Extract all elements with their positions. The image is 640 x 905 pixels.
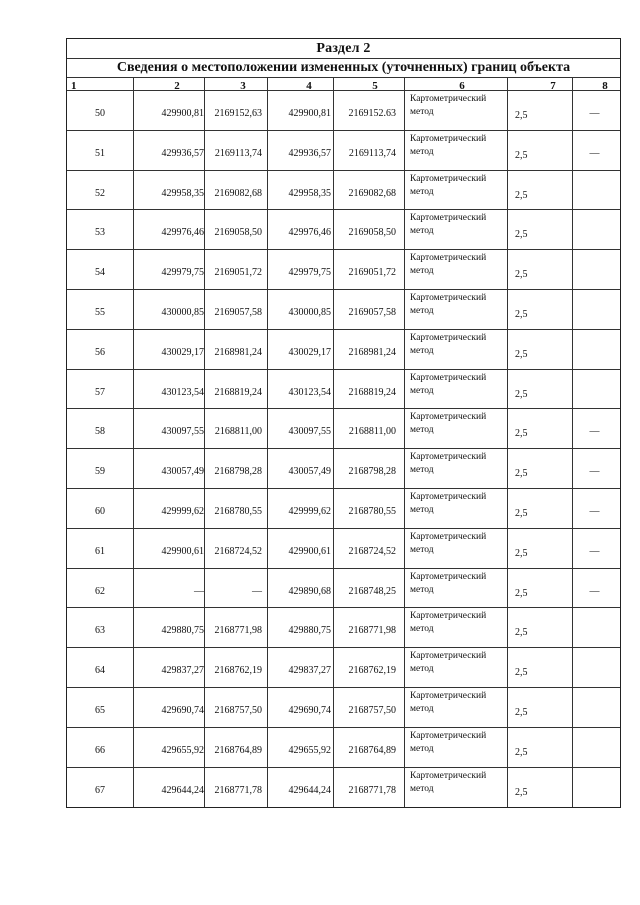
method-cell [410,491,505,517]
table-row [67,647,620,687]
row-divider [67,369,620,370]
method-line-1: Картометрический [410,730,487,741]
method-line-1: Картометрический [410,611,487,622]
precision-cell: 2,5 [515,110,528,121]
y-old-cell: 2169082,68 [214,187,262,199]
y-new-cell: 2168764,89 [348,744,396,756]
x-old-cell: 430000,85 [161,307,204,318]
y-new-cell: 2169152.63 [348,108,396,119]
column-number-5: 5 [372,80,378,92]
method-cell [410,133,505,159]
y-old-cell: 2168981,24 [214,346,262,358]
x-old-cell: 429880,75 [161,625,204,637]
note-cell: — [589,466,600,478]
method-cell [410,212,505,238]
point-number-cell: 61 [95,545,105,557]
method-line-1: Картометрический [410,770,487,781]
method-line-1: Картометрический [410,691,487,701]
column-number-1: 1 [71,80,77,92]
method-line-2: метод [410,704,434,714]
method-line-1: Картометрический [410,173,487,184]
precision-cell: 2,5 [515,667,528,679]
y-old-cell: 2168780,55 [214,506,262,517]
precision-cell: 2,5 [515,189,528,201]
y-new-cell: 2169051,72 [348,267,396,279]
point-number-cell: 63 [95,625,105,637]
table-row [67,607,620,647]
precision-cell: 2,5 [515,746,528,758]
point-number-cell: 60 [95,506,105,517]
row-divider [67,170,620,171]
method-line-2: метод [410,266,434,277]
method-cell [410,531,505,557]
precision-cell: 2,5 [515,229,528,241]
x-old-cell: 429999,62 [161,506,204,517]
method-cell [410,690,505,716]
point-number-cell: 65 [95,705,105,716]
x-new-cell: 430057,49 [288,466,331,478]
column-number-8: 8 [602,80,608,92]
method-line-1: Картометрический [410,332,487,343]
document-table [66,38,621,808]
x-old-cell: 429958,35 [161,187,204,199]
x-new-cell: 429655,92 [288,744,331,756]
x-old-cell: 430097,55 [161,426,204,438]
title-divider [67,58,620,59]
x-new-cell: 429979,75 [288,267,331,279]
table-row [67,727,620,767]
point-number-cell: 57 [95,386,105,398]
method-line-1: Картометрический [410,452,487,463]
method-line-2: метод [410,186,434,197]
x-old-cell: 429644,24 [161,784,204,796]
table-row [67,448,620,488]
point-number-cell: 54 [95,267,105,279]
method-line-2: метод [410,226,434,237]
method-line-2: метод [410,584,434,595]
y-old-cell: 2169051,72 [214,267,262,279]
x-old-cell: 430123,54 [161,386,204,398]
method-line-1: Картометрический [410,531,487,542]
y-new-cell: 2169057,58 [348,307,396,318]
method-line-1: Картометрический [410,372,487,383]
y-old-cell: 2168819,24 [214,386,262,398]
y-old-cell: 2169057,58 [214,307,262,318]
method-cell [410,730,505,756]
x-old-cell: 429690,74 [161,705,204,716]
row-divider [67,488,620,489]
precision-cell: 2,5 [515,348,528,360]
method-cell [410,173,505,199]
y-new-cell: 2168757,50 [348,705,396,716]
row-divider [67,249,620,250]
method-cell [410,571,505,597]
row-divider [67,647,620,648]
x-new-cell: 429900,61 [288,545,331,557]
method-line-2: метод [410,664,434,675]
row-divider [67,408,620,409]
y-new-cell: 2169113,74 [348,147,396,159]
point-number-cell: 51 [95,147,105,159]
point-number-cell: 52 [95,187,105,199]
precision-cell: 2,5 [515,627,528,639]
x-old-cell: 430029,17 [161,346,204,358]
x-old-cell: 429900,61 [161,545,204,557]
x-new-cell: 429644,24 [288,784,331,796]
point-number-cell: 58 [95,426,105,438]
precision-cell: 2,5 [515,149,528,161]
subtitle-divider [67,77,620,78]
x-new-cell: 429900,81 [288,108,331,119]
y-old-cell: — [252,585,262,597]
x-old-cell: — [194,585,204,597]
y-new-cell: 2169058,50 [348,227,396,239]
method-line-2: метод [410,743,434,754]
y-new-cell: 2168762,19 [348,665,396,677]
y-new-cell: 2168771,98 [348,625,396,637]
column-number-7: 7 [550,80,556,92]
column-number-6: 6 [459,80,465,92]
y-new-cell: 2168748,25 [348,585,396,597]
y-new-cell: 2168819,24 [348,386,396,398]
method-line-1: Картометрический [410,492,487,502]
y-new-cell: 2168811,00 [348,426,396,438]
point-number-cell: 53 [95,227,105,239]
point-number-cell: 67 [95,784,105,796]
row-divider [67,448,620,449]
precision-cell: 2,5 [515,428,528,440]
row-divider [67,687,620,688]
precision-cell: 2,5 [515,587,528,599]
point-number-cell: 56 [95,346,105,358]
point-number-cell: 55 [95,307,105,318]
method-line-2: метод [410,385,434,396]
method-line-1: Картометрический [410,213,487,224]
x-old-cell: 429837,27 [161,665,204,677]
table-row [67,767,620,807]
precision-cell: 2,5 [515,786,528,798]
method-cell [410,650,505,676]
precision-cell: 2,5 [515,547,528,559]
table-row [67,249,620,289]
method-line-2: метод [410,306,434,316]
row-divider [67,329,620,330]
y-old-cell: 2169113,74 [214,147,262,159]
row-divider [67,568,620,569]
x-old-cell: 430057,49 [161,466,204,478]
precision-cell: 2,5 [515,707,528,718]
table-row [67,687,620,727]
table-row [67,528,620,568]
x-new-cell: 429999,62 [288,506,331,517]
y-old-cell: 2169152,63 [214,108,262,119]
y-old-cell: 2168798,28 [214,466,262,478]
section-title: Раздел 2 [316,41,371,56]
row-divider [67,727,620,728]
method-cell [410,770,505,796]
note-cell: — [589,506,600,517]
note-cell: — [589,585,600,597]
column-number-4: 4 [306,80,312,92]
method-line-1: Картометрический [410,651,487,662]
note-cell: — [589,426,600,438]
method-line-2: метод [410,107,434,117]
x-new-cell: 430123,54 [288,386,331,398]
x-new-cell: 429976,46 [288,227,331,239]
table-row [67,209,620,249]
y-new-cell: 2168798,28 [348,466,396,478]
method-line-1: Картометрический [410,94,487,104]
y-old-cell: 2168764,89 [214,744,262,756]
method-line-2: метод [410,505,434,515]
row-divider [67,209,620,210]
x-old-cell: 429936,57 [161,147,204,159]
note-cell: — [589,147,600,159]
x-old-cell: 429655,92 [161,744,204,756]
y-new-cell: 2169082,68 [348,187,396,199]
method-cell [410,252,505,278]
column-number-2: 2 [174,80,180,92]
point-number-cell: 62 [95,585,105,597]
method-line-2: метод [410,783,434,794]
row-divider [67,130,620,131]
row-divider [67,289,620,290]
method-line-2: метод [410,624,434,635]
point-number-cell: 64 [95,665,105,677]
table-row [67,369,620,409]
x-old-cell: 429979,75 [161,267,204,279]
x-new-cell: 430097,55 [288,426,331,438]
x-old-cell: 429900,81 [161,108,204,119]
method-line-2: метод [410,146,434,157]
table-row [67,289,620,329]
y-old-cell: 2168724,52 [214,545,262,557]
y-new-cell: 2168780,55 [348,506,396,517]
row-divider [67,607,620,608]
table-row [67,329,620,369]
column-number-3: 3 [240,80,246,92]
method-cell [410,93,505,119]
y-old-cell: 2168762,19 [214,665,262,677]
precision-cell: 2,5 [515,269,528,281]
method-cell [410,451,505,477]
point-number-cell: 66 [95,744,105,756]
y-old-cell: 2168771,98 [214,625,262,637]
x-new-cell: 430000,85 [288,307,331,318]
note-cell: — [589,108,600,119]
method-cell [410,372,505,398]
method-cell [410,332,505,358]
method-line-1: Картометрический [410,571,487,582]
table-row [67,568,620,608]
x-new-cell: 429936,57 [288,147,331,159]
precision-cell: 2,5 [515,468,528,480]
method-cell [410,292,505,318]
point-number-cell: 59 [95,466,105,478]
method-line-1: Картометрический [410,133,487,144]
method-line-2: метод [410,465,434,476]
method-line-1: Картометрический [410,293,487,303]
table-row [67,170,620,210]
y-old-cell: 2168757,50 [214,705,262,716]
table-row [67,488,620,528]
row-divider [67,767,620,768]
method-line-1: Картометрический [410,253,487,264]
y-new-cell: 2168771,78 [348,784,396,796]
x-new-cell: 429880,75 [288,625,331,637]
x-new-cell: 429690,74 [288,705,331,716]
table-row [67,90,620,130]
x-new-cell: 429890,68 [288,585,331,597]
precision-cell: 2,5 [515,508,528,519]
y-new-cell: 2168724,52 [348,545,396,557]
precision-cell: 2,5 [515,388,528,400]
table-subtitle: Сведения о местоположении измененных (уточненных) границ объекта [116,60,571,75]
row-divider [67,528,620,529]
table-row [67,408,620,448]
x-new-cell: 429837,27 [288,665,331,677]
point-number-cell: 50 [95,108,105,119]
y-old-cell: 2168771,78 [214,784,262,796]
x-old-cell: 429976,46 [161,227,204,239]
y-new-cell: 2168981,24 [348,346,396,358]
note-cell: — [589,545,600,557]
precision-cell: 2,5 [515,309,528,320]
method-line-2: метод [410,425,434,436]
x-new-cell: 429958,35 [288,187,331,199]
method-cell [410,411,505,437]
method-line-2: метод [410,345,434,356]
method-cell [410,610,505,636]
method-line-1: Картометрический [410,412,487,423]
table-row [67,130,620,170]
y-old-cell: 2168811,00 [214,426,262,438]
method-line-2: метод [410,544,434,555]
y-old-cell: 2169058,50 [214,227,262,239]
x-new-cell: 430029,17 [288,346,331,358]
